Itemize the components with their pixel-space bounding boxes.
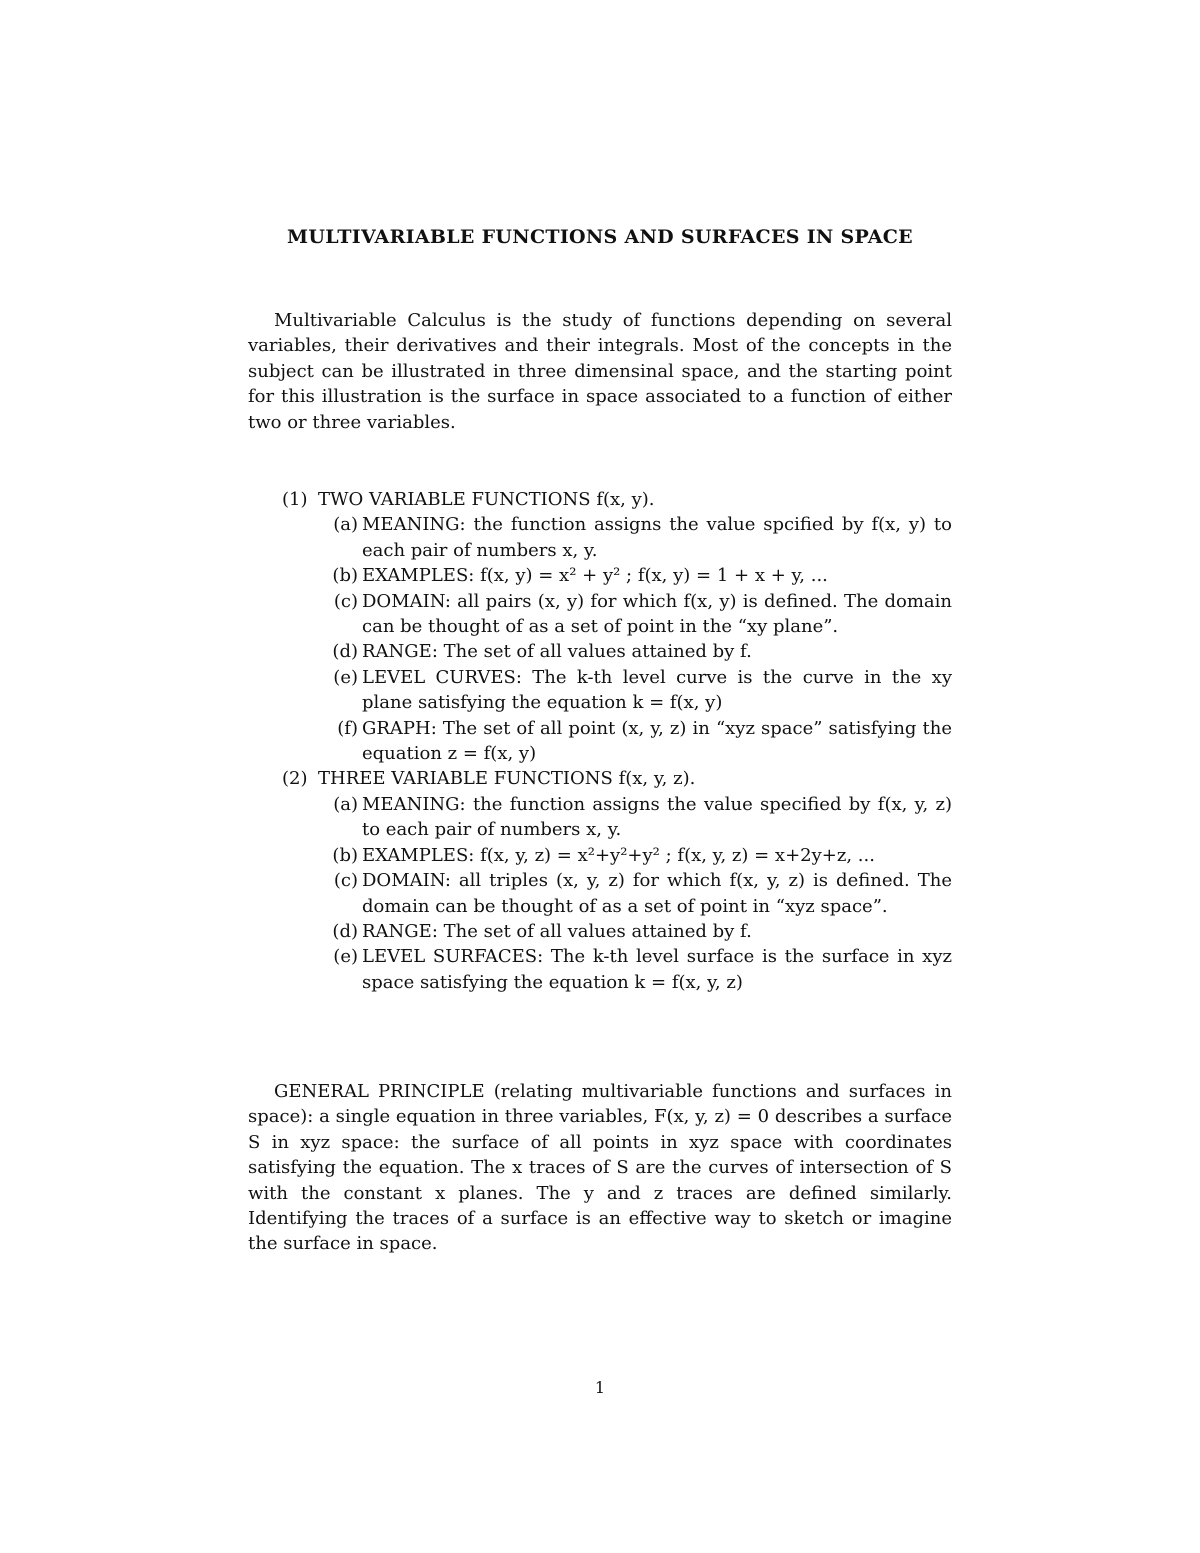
- section-heading: THREE VARIABLE FUNCTIONS f(x, y, z).: [318, 768, 696, 790]
- item-text: DOMAIN: all triples (x, y, z) for which f(x, y, z) is defined. The domain can be thought of as a set of point in “xyz space”.: [362, 870, 952, 917]
- list-item: [248, 512, 952, 563]
- item-text: EXAMPLES: f(x, y, z) = x²+y²+y² ; f(x, y, z) = x+2y+z, ...: [362, 844, 875, 866]
- item-text: RANGE: The set of all values attained by f.: [362, 920, 752, 942]
- list-item: [248, 665, 952, 716]
- item-text: MEANING: the function assigns the value specified by f(x, y, z) to each pair of numbers x, y.: [362, 793, 952, 841]
- principle-text: GENERAL PRINCIPLE (relating multivariable functions and surfaces in space): a single equation in three variables, F(x, y, z) = 0 describes a surface S in xyz space: the surface of all points in xyz space with coordinates satisfying the equation. The x traces of S are the curves of intersection of S with the constant x planes. The y and z traces are defined similarly. Identifying the traces of a surface is an effective way to sketch or imagine the surface in space.: [248, 1081, 952, 1255]
- list-item: [248, 563, 952, 588]
- list-item: [248, 843, 952, 868]
- item-text: MEANING: the function assigns the value spcified by f(x, y) to each pair of numbers x, y.: [362, 514, 952, 561]
- list-item: [248, 868, 952, 919]
- section-heading: TWO VARIABLE FUNCTIONS f(x, y).: [318, 489, 655, 510]
- item-text: RANGE: The set of all values attained by f.: [362, 641, 752, 663]
- item-text: LEVEL CURVES: The k-th level curve is the curve in the xy plane satisfying the equation k = f(x, y): [362, 666, 952, 714]
- item-label: (a): [333, 793, 358, 815]
- list-item: [248, 589, 952, 640]
- section-number: (2): [282, 768, 308, 790]
- intro-paragraph: [248, 308, 952, 435]
- item-text: DOMAIN: all pairs (x, y) for which f(x, y) is defined. The domain can be thought of as a set of point in the “xy plane”.: [362, 590, 952, 638]
- item-text: LEVEL SURFACES: The k-th level surface is the surface in xyz space satisfying the equation k = f(x, y, z): [362, 946, 952, 993]
- intro-text: Multivariable Calculus is the study of functions depending on several variables, their derivatives and their integrals. Most of the concepts in the subject can be illustrated in three dimensinal space, and the starting point for this illustration is the surface in space associated to a function of either two or three variables.: [248, 310, 952, 433]
- item-label: (e): [333, 666, 358, 688]
- function-list: [248, 487, 952, 995]
- list-item: [248, 919, 952, 944]
- section-number: (1): [282, 489, 308, 510]
- item-label: (c): [333, 590, 358, 612]
- item-text: EXAMPLES: f(x, y) = x² + y² ; f(x, y) = 1 + x + y, ...: [362, 565, 828, 587]
- item-label: (d): [332, 641, 358, 663]
- list-item: [248, 716, 952, 767]
- item-text: GRAPH: The set of all point (x, y, z) in “xyz space” satisfying the equation z = f(x, y): [362, 717, 952, 765]
- item-label: (a): [333, 514, 358, 536]
- list-item: [248, 639, 952, 664]
- section-three-variable: [248, 766, 952, 791]
- general-principle-paragraph: [248, 1079, 952, 1257]
- item-label: (f): [337, 717, 358, 739]
- list-item: [248, 944, 952, 995]
- page-number: 1: [594, 1378, 606, 1397]
- list-item: [248, 792, 952, 843]
- item-label: (b): [332, 844, 358, 866]
- item-label: (d): [332, 920, 358, 942]
- item-label: (c): [333, 870, 358, 892]
- item-label: (b): [332, 565, 358, 587]
- page-title: MULTIVARIABLE FUNCTIONS AND SURFACES IN SPACE: [287, 226, 913, 248]
- section-two-variable: [248, 487, 952, 512]
- item-label: (e): [333, 946, 358, 968]
